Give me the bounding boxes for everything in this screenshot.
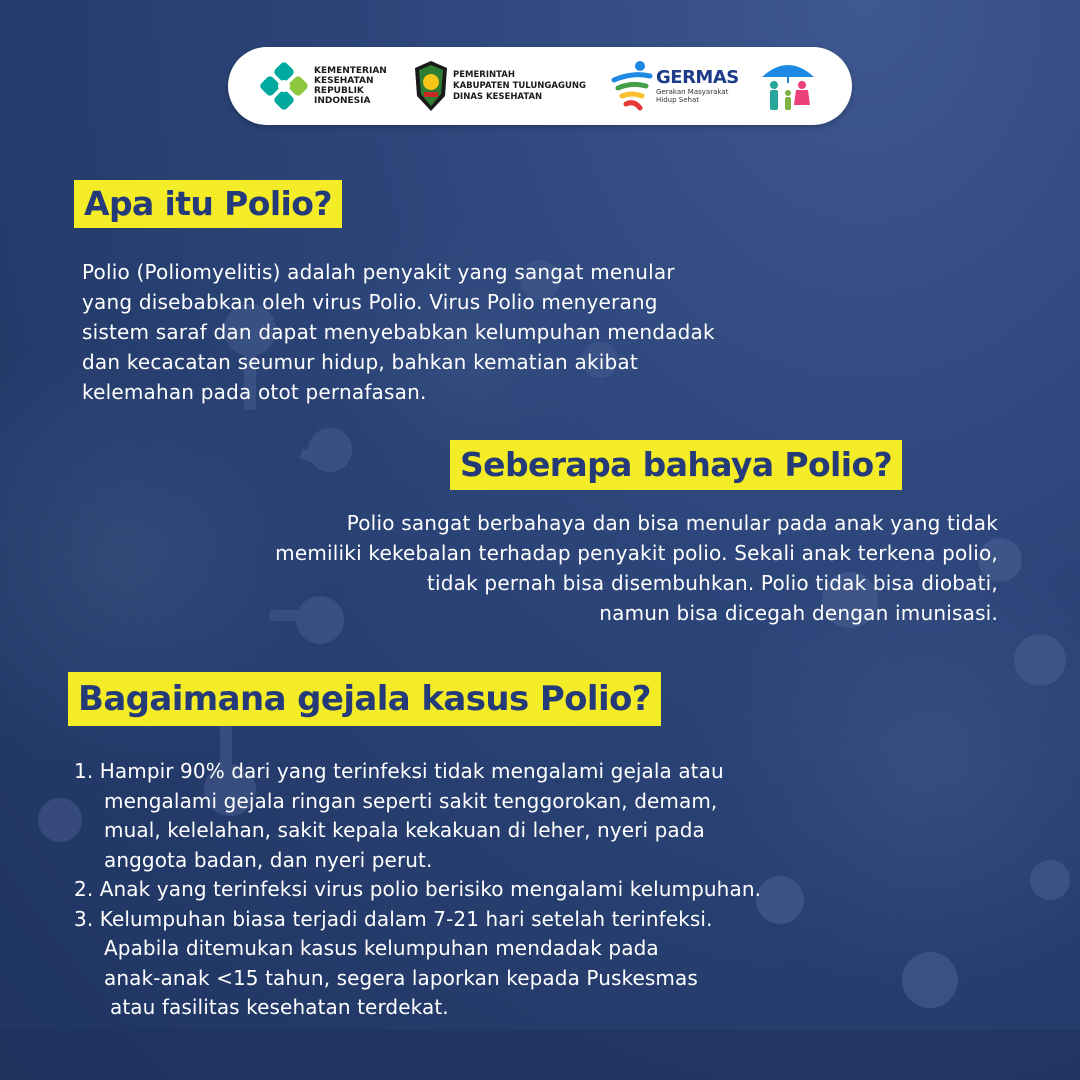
text-line: dan kecacatan seumur hidup, bahkan kematian akibat [82, 350, 638, 374]
list-item-continuation: atau fasilitas kesehatan terdekat. [110, 995, 449, 1019]
text-line: yang disebabkan oleh virus Polio. Virus Polio menyerang [82, 290, 658, 314]
pemkab-tulungagung-logo [414, 47, 586, 125]
paragraph-apa-itu-polio [82, 257, 715, 407]
list-item: 3. Kelumpuhan biasa terjadi dalam 7-21 hari setelah terinfeksi. [74, 906, 713, 931]
text-line: sistem saraf dan dapat menyebabkan kelumpuhan mendadak [82, 320, 715, 344]
heading-apa-itu-polio: Apa itu Polio? [74, 180, 342, 228]
pemkab-logo-text: PEMERINTAH KABUPATEN TULUNGAGUNG DINAS KESEHATAN [453, 69, 586, 102]
list-item-continuation: anggota badan, dan nyeri perut. [104, 847, 433, 872]
text-line: kelemahan pada otot pernafasan. [82, 380, 427, 404]
germas-logo [610, 47, 739, 125]
text-line: memiliki kekebalan terhadap penyakit polio. Sekali anak terkena polio, [275, 541, 998, 565]
heading-gejala-kasus-polio: Bagaimana gejala kasus Polio? [68, 672, 661, 726]
list-item-continuation: mual, kelelahan, sakit kepala kekakuan di leher, nyeri pada [104, 818, 705, 842]
list-item: 1. Hampir 90% dari yang terinfeksi tidak mengalami gejala atau [74, 759, 724, 783]
list-item-continuation: mengalami gejala ringan seperti sakit tenggorokan, demam, [104, 788, 718, 813]
kemenkes-logo-text: KEMENTERIAN KESEHATAN REPUBLIK INDONESIA [314, 66, 387, 106]
text-line: tidak pernah bisa disembuhkan. Polio tidak bisa diobati, [426, 571, 998, 595]
kemenkes-cross-icon [260, 62, 308, 110]
text-line: Polio sangat berbahaya dan bisa menular pada anak yang tidak [346, 511, 998, 535]
germas-figure-icon [610, 58, 656, 114]
tulungagung-emblem-icon [414, 60, 448, 112]
list-gejala-polio [74, 757, 761, 1023]
germas-logo-text: GERMAS Gerakan Masyarakat Hidup Sehat [656, 67, 739, 104]
text-line: Polio (Poliomyelitis) adalah penyakit yang sangat menular [82, 260, 675, 284]
heading-seberapa-bahaya-polio: Seberapa bahaya Polio? [450, 440, 902, 490]
list-item-continuation: anak-anak <15 tahun, segera laporkan kepada Puskesmas [104, 965, 698, 990]
paragraph-seberapa-bahaya-polio [275, 508, 998, 628]
list-item-continuation: Apabila ditemukan kasus kelumpuhan mendadak pada [104, 936, 659, 960]
logo-bar [228, 47, 852, 125]
list-item: 2. Anak yang terinfeksi virus polio berisiko mengalami kelumpuhan. [74, 877, 762, 901]
kemenkes-logo [260, 47, 387, 125]
text-line: namun bisa dicegah dengan imunisasi. [599, 601, 998, 625]
family-umbrella-logo [758, 47, 818, 125]
family-umbrella-icon [758, 55, 818, 117]
